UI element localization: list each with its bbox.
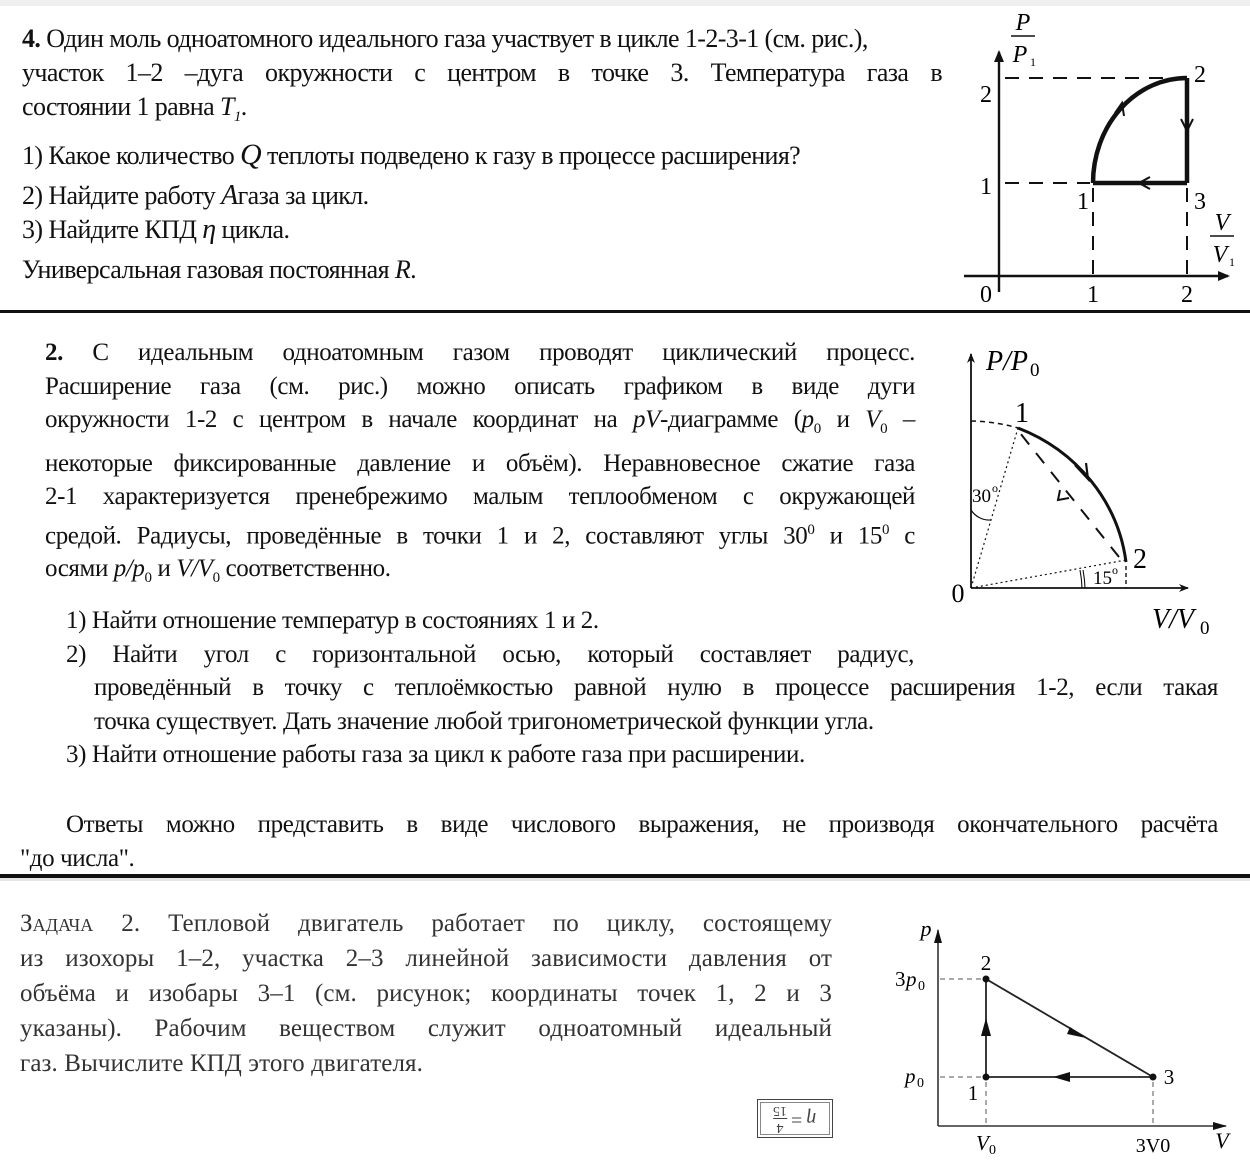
tick-coef: 3 bbox=[895, 967, 906, 991]
degree-sign: o bbox=[992, 481, 998, 495]
problem-number: 2. bbox=[45, 339, 63, 366]
problem-4-question-3 bbox=[22, 213, 942, 247]
question-2-cont: проведённый в точку с теплоёмкостью равной нулю в процессе расширения 1-2, если такая bbox=[94, 674, 1218, 701]
text: теплоты подведено к газу в процессе расширения? bbox=[261, 141, 801, 171]
point-label-2: 2 bbox=[980, 951, 992, 975]
text: окружности 1-2 с центром в начале координат на bbox=[45, 406, 633, 433]
problem-4-question-1 bbox=[22, 138, 942, 173]
question-1: 1) Найти отношение температур в состояниях 1 и 2. bbox=[66, 607, 599, 634]
task-2-pv-diagram bbox=[860, 900, 1250, 1162]
y-tick-3p0 bbox=[895, 967, 925, 994]
y-axis-label-sub: 0 bbox=[1030, 360, 1040, 381]
y-axis-label bbox=[1011, 10, 1036, 69]
point-label-1: 1 bbox=[1015, 398, 1029, 429]
point-1 bbox=[983, 1074, 990, 1081]
eta-symbol: η bbox=[202, 214, 216, 246]
origin-label: 0 bbox=[980, 282, 992, 308]
y-tick-2: 2 bbox=[980, 82, 992, 108]
problem-4-line-2: участок 1–2 –дуга окружности с центром в точке 3. Температура газа в bbox=[22, 58, 942, 87]
x-label-num: V bbox=[1214, 210, 1230, 236]
arrow-2-3 bbox=[1067, 1027, 1086, 1038]
text: – bbox=[887, 406, 915, 433]
question-3: 3) Найти отношение работы газа за цикл к работе газа при расширении. bbox=[66, 741, 805, 768]
text: Тепловой двигатель работает по циклу, состоящему bbox=[140, 910, 832, 937]
v0-symbol: V bbox=[865, 406, 881, 433]
point-label-1: 1 bbox=[967, 1081, 979, 1105]
note-line-2: "до числа". bbox=[20, 845, 135, 872]
text: состоянии 1 равна bbox=[22, 92, 220, 121]
question-2-cont: точка существует. Дать значение любой тригонометрической функции угла. bbox=[94, 707, 874, 735]
text: цикла. bbox=[215, 215, 290, 245]
answer-formula bbox=[773, 1103, 816, 1134]
r-symbol: R bbox=[394, 255, 411, 285]
text: осями bbox=[45, 555, 114, 583]
sub: 0 bbox=[144, 570, 152, 587]
problem-2-line-4: некоторые фиксированные давление и объём). Неравновесное сжатие газа bbox=[45, 449, 915, 477]
text: 2) Найдите работу bbox=[22, 181, 222, 211]
t1-sub: 1 bbox=[233, 109, 241, 126]
text: с bbox=[889, 521, 915, 549]
text: -диаграмме ( bbox=[659, 406, 802, 433]
question-2: 2) Найти угол с горизонтальной осью, который составляет радиус, bbox=[66, 640, 914, 668]
task-2-line-3: объёма и изобары 3–1 (см. рисунок; координаты точек 1, 2 и 3 bbox=[20, 980, 832, 1007]
problem-2-note bbox=[20, 808, 1218, 876]
y-tick-1: 1 bbox=[980, 174, 992, 200]
x-label-den: V bbox=[1212, 242, 1228, 268]
problem-number: 4. bbox=[22, 24, 41, 53]
x-tick-3v0: 3V0 bbox=[1135, 1135, 1171, 1157]
a-symbol: A bbox=[221, 180, 238, 212]
x-tick-2: 2 bbox=[1181, 282, 1193, 308]
task-heading: Задача 2. bbox=[20, 910, 141, 937]
text: средой. Радиусы, проведённые в точки 1 и 2, составляют углы 30 bbox=[45, 521, 808, 549]
problem-2-text bbox=[45, 336, 915, 596]
problem-2-line-2: Расширение газа (см. рис.) можно описать графиком в виде дуги bbox=[45, 372, 915, 400]
point-2 bbox=[983, 976, 990, 983]
equals-sign: = bbox=[791, 1108, 803, 1130]
y-axis-label: P/P bbox=[986, 346, 1028, 377]
pv-symbol: pV bbox=[632, 406, 660, 433]
point-3 bbox=[1150, 1074, 1157, 1081]
tick-symbol: V bbox=[976, 1131, 989, 1155]
t1-symbol: T bbox=[219, 92, 234, 121]
task-2-line-4: указаны). Рабочим веществом служит одноатомный идеальный bbox=[20, 1015, 832, 1042]
x-tick-1: 1 bbox=[1087, 282, 1099, 308]
upside-down-answer-box bbox=[757, 1099, 833, 1138]
section-divider bbox=[0, 310, 1250, 313]
task-2-text bbox=[20, 906, 832, 1081]
note-line-1: Ответы можно представить в виде числового выражения, не производя окончательного расчёта bbox=[66, 811, 1218, 838]
degree-sign: o bbox=[1112, 563, 1118, 577]
text: газа за цикл. bbox=[237, 181, 369, 211]
point-label-3: 3 bbox=[1163, 1065, 1175, 1089]
text: 3) Найдите КПД bbox=[22, 215, 203, 245]
y-label-sub: 1 bbox=[1030, 55, 1036, 69]
text: Универсальная газовая постоянная bbox=[22, 255, 395, 285]
text: и bbox=[151, 555, 177, 583]
y-label-den: P bbox=[1012, 42, 1028, 68]
arrow-1-2 bbox=[981, 1018, 991, 1036]
text: Один моль одноатомного идеального газа участвует в цикле 1-2-3-1 (см. рис.), bbox=[46, 24, 868, 53]
sub: 0 bbox=[813, 421, 821, 437]
tick-sub: 0 bbox=[989, 1143, 996, 1158]
tick-symbol: p bbox=[906, 967, 917, 991]
degree-sup: 0 bbox=[882, 521, 890, 538]
task-2-line-1 bbox=[20, 906, 832, 941]
x-axis-label bbox=[1210, 210, 1235, 269]
angle-30-label: 30 bbox=[972, 486, 991, 507]
problem-4-line-1 bbox=[22, 22, 942, 56]
angle-15-label: 15 bbox=[1093, 568, 1112, 589]
problem-2-line-5: 2-1 характеризуется пренебрежимо малым теплообменом с окружающей bbox=[45, 483, 915, 510]
angle-30-arc bbox=[971, 510, 991, 520]
task-2-line-5: газ. Вычислите КПД этого двигателя. bbox=[20, 1050, 423, 1077]
problem-4-question-2 bbox=[22, 179, 942, 213]
sub: 0 bbox=[880, 421, 888, 437]
y-axis-label: p bbox=[920, 916, 932, 941]
x-tick-v0 bbox=[976, 1131, 996, 1158]
ratio-p: p/p bbox=[113, 555, 145, 583]
divider-shadow bbox=[0, 878, 1250, 881]
tick-symbol: p bbox=[905, 1064, 916, 1088]
x-axis-label-sub: 0 bbox=[1200, 618, 1210, 639]
answer-fraction bbox=[773, 1103, 787, 1134]
eta-symbol: η bbox=[806, 1108, 817, 1130]
tick-sub: 0 bbox=[917, 1076, 924, 1091]
text: и 15 bbox=[814, 521, 882, 549]
tick-sub: 0 bbox=[918, 979, 925, 994]
angle-15-arc bbox=[1080, 570, 1085, 588]
problem-4-pv-diagram bbox=[950, 0, 1250, 310]
ratio-v: V/V bbox=[176, 555, 213, 583]
arrow-3-1 bbox=[1053, 1072, 1070, 1082]
y-tick-p0 bbox=[903, 1064, 924, 1091]
text: 1) Какое количество bbox=[22, 141, 240, 171]
p0-symbol: p bbox=[801, 406, 814, 433]
q-symbol: Q bbox=[240, 138, 262, 172]
problem-4-line-3 bbox=[22, 90, 942, 134]
problem-2-line-1 bbox=[45, 336, 915, 370]
process-1-2-arc bbox=[1018, 428, 1126, 562]
problem-4-constant bbox=[22, 253, 942, 287]
sub: 0 bbox=[212, 570, 220, 587]
text: и bbox=[820, 406, 866, 433]
radius-1 bbox=[971, 428, 1018, 588]
text: . bbox=[410, 255, 417, 285]
x-axis-label: V/V bbox=[1152, 604, 1194, 635]
text: соответственно. bbox=[219, 555, 391, 583]
process-2-3 bbox=[986, 979, 1153, 1077]
origin-label: 0 bbox=[951, 579, 965, 608]
problem-2-line-7 bbox=[45, 552, 915, 596]
point-label-2: 2 bbox=[1194, 62, 1206, 88]
y-label-num: P bbox=[1015, 10, 1031, 36]
text: . bbox=[240, 92, 247, 121]
text: С идеальным одноатомным газом проводят циклический процесс. bbox=[92, 339, 915, 366]
circle-guide-arc bbox=[971, 421, 1018, 428]
problem-2-line-6 bbox=[45, 514, 915, 553]
point-label-2: 2 bbox=[1133, 544, 1147, 575]
process-1-2-arc bbox=[1093, 78, 1187, 183]
process-2-1-dashed bbox=[1020, 433, 1119, 557]
denominator: 15 bbox=[773, 1103, 788, 1118]
problem-2-line-3 bbox=[45, 403, 915, 447]
x-label-sub: 1 bbox=[1229, 255, 1235, 269]
degree-sup: 0 bbox=[807, 521, 815, 538]
fraction-bar bbox=[773, 1118, 787, 1119]
numerator: 4 bbox=[776, 1120, 784, 1135]
x-axis-label: V bbox=[1215, 1128, 1229, 1153]
task-2-line-2: из изохоры 1–2, участка 2–3 линейной зависимости давления от bbox=[20, 945, 832, 972]
problem-2-pv-diagram bbox=[940, 330, 1250, 640]
problem-4-text bbox=[22, 22, 942, 287]
point-label-1: 1 bbox=[1077, 189, 1089, 215]
point-label-3: 3 bbox=[1194, 189, 1206, 215]
